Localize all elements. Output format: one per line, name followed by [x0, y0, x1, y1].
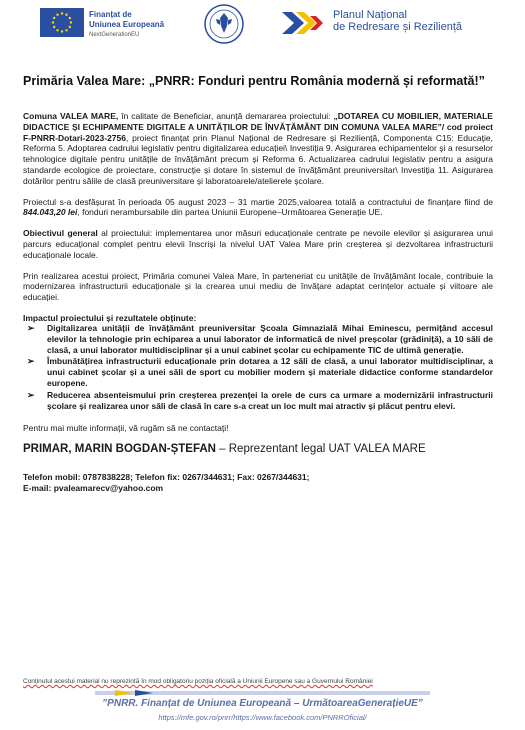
- partnership-paragraph: Prin realizarea acestui proiect, Primăria comunei Valea Mare, în parteneriat cu unitățile de învățământ locale, contribuie la modernizarea infrastructurii educaționale și la crearea unui mediu de învățare adaptat cerințelor actuale și viitoare ale educației.: [23, 270, 493, 303]
- list-item: [27, 390, 493, 412]
- eu-line-3: NextGenerationEU: [89, 32, 140, 38]
- mayor-name: PRIMAR, MARIN BOGDAN-ȘTEFAN: [23, 443, 216, 456]
- funding-text: , fonduri nerambursabile din partea Uniunii Europene–Următoarea Generație UE.: [77, 207, 383, 218]
- period-paragraph: [23, 197, 493, 219]
- intro-text: în calitate de Beneficiar, anunță demararea proiectului:: [118, 111, 334, 121]
- objective-text: al proiectului: implementarea unor măsuri educaționale centrate pe nevoile elevilor și asigurarea unui parcurs educațional complet pentru elevii înscriși la nivelul UAT Valea Mare prin creșterea și dezvoltarea infrastructurii educaționale locale.: [23, 228, 493, 260]
- impact-title: Impactul proiectului și rezultatele obținute:: [23, 312, 197, 323]
- pnrr-logo-icon: [282, 10, 326, 36]
- project-details: , proiect finanțat prin Planul Național de Redresare și Reziliență, Componenta C15: Educație, Reforma 5. Adoptarea cadrului legislativ pentru digitalizarea educației\ Investiția 9. Asigurarea echipamentelor și a resurselor tehnologice digitale pentru unitățile de învățământ precum și Reforma 6. Actualizarea cadrului legislativ pentru a asigura standarde ecologice de proiectare, construcție și dotare în sistemul de învățământ preuniversitar\ Investiția 11. Asigurarea dotărilor pentru sălile de clasă preuniversitare și laboratoarele/atelierele școlare.: [23, 132, 493, 186]
- page-title: Primăria Valea Mare: „PNRR: Fonduri pentru România modernă și reformată!”: [23, 74, 485, 88]
- objective-paragraph: [23, 228, 493, 260]
- list-item: [27, 356, 493, 388]
- phone-numbers: Telefon mobil: 0787838228; Telefon fix: 0267/344631; Fax: 0267/344631;: [23, 472, 310, 483]
- eu-line-2: Uniunea Europeană: [89, 20, 165, 29]
- period-text: Proiectul s-a desfășurat în perioada 05 august 2023 – 31 martie 2025,valoarea totală a contractului de finanțare fiind de: [23, 196, 493, 207]
- footer-links[interactable]: https://mfe.gov.ro/pnrr/https://www.facebook.com/PNRROficial/: [158, 713, 367, 722]
- contract-amount: 844.043,20 lei: [23, 207, 78, 218]
- email-address: E-mail: pvaleamarecv@yahoo.com: [23, 483, 164, 494]
- header: [0, 0, 525, 50]
- arrow-bullet-icon: ➢: [27, 389, 35, 400]
- document-body: [23, 73, 493, 494]
- intro-paragraph: [23, 111, 493, 187]
- impact-item-2: Îmbunătățirea infrastructurii educaționale prin dotarea a 12 săli de clasă, a unui laborator multidisciplinar, a unui cabinet școlar și a unei săli de sport cu mobilier modern și materiale didactice conforme standardelor europene.: [47, 356, 493, 388]
- eu-funding-text: [89, 10, 164, 40]
- mayor-line: [23, 442, 493, 456]
- eu-line-1: Finanțat de: [89, 10, 132, 19]
- pnrr-line-1: Planul Național: [333, 9, 407, 21]
- eu-flag-icon: [40, 8, 84, 37]
- mayor-role: – Reprezentant legal UAT VALEA MARE: [215, 443, 426, 456]
- arrow-bullet-icon: ➢: [27, 322, 35, 333]
- pnrr-text: [333, 9, 462, 33]
- project-title: „DOTAREA CU MOBILIER, MATERIALE DIDACTICE ȘI ECHIPAMENTE DIGITALE A UNITĂȚILOR DE ÎNVĂȚĂMÂNT DIN COMUNA VALEA MARE”/ cod proiect F-PNRR-Dotari-2023-2756: [23, 111, 493, 143]
- impact-item-3: Reducerea absenteismului prin creșterea prezenței la orele de curs ca urmare a modernizării infrastructurii școlare și realizarea unor săli de clasă în care s-a creat un loc mult mai atractiv și plăcut pentru elevi.: [47, 389, 493, 411]
- commune-name: Comuna VALEA MARE,: [23, 111, 119, 121]
- arrow-bullet-icon: ➢: [27, 356, 35, 367]
- government-seal-icon: [204, 4, 244, 44]
- impact-item-1: Digitalizarea unității de învățământ preuniversitar Școala Gimnazială Mihai Eminescu, permițând accesul elevilor la tehnologie prin echiparea a unui laborator de informatică de nivel preșcolar (grădiniță), a 10 săli de clasă, a unui laborator multidisciplinar și a unui cabinet școlar cu echipamente TIC de ultimă generație.: [47, 322, 493, 355]
- impact-list: [27, 323, 493, 411]
- pnrr-line-2: de Redresare și Reziliență: [333, 21, 463, 33]
- objective-label: Obiectivul general: [23, 228, 98, 239]
- footer-slogan: ”PNRR. Finanțat de Uniunea Europeană – UrmătoareaGenerațieUE”: [102, 698, 423, 709]
- disclaimer-note: Conținutul acestui material nu reprezintă în mod obligatoriu poziția oficială a Uniunii Europene sau a Guvernului României: [23, 678, 373, 685]
- contact-invite: Pentru mai multe informații, vă rugăm să ne contactați!: [23, 423, 229, 434]
- footer-color-bar: [95, 690, 430, 696]
- list-item: [27, 323, 493, 355]
